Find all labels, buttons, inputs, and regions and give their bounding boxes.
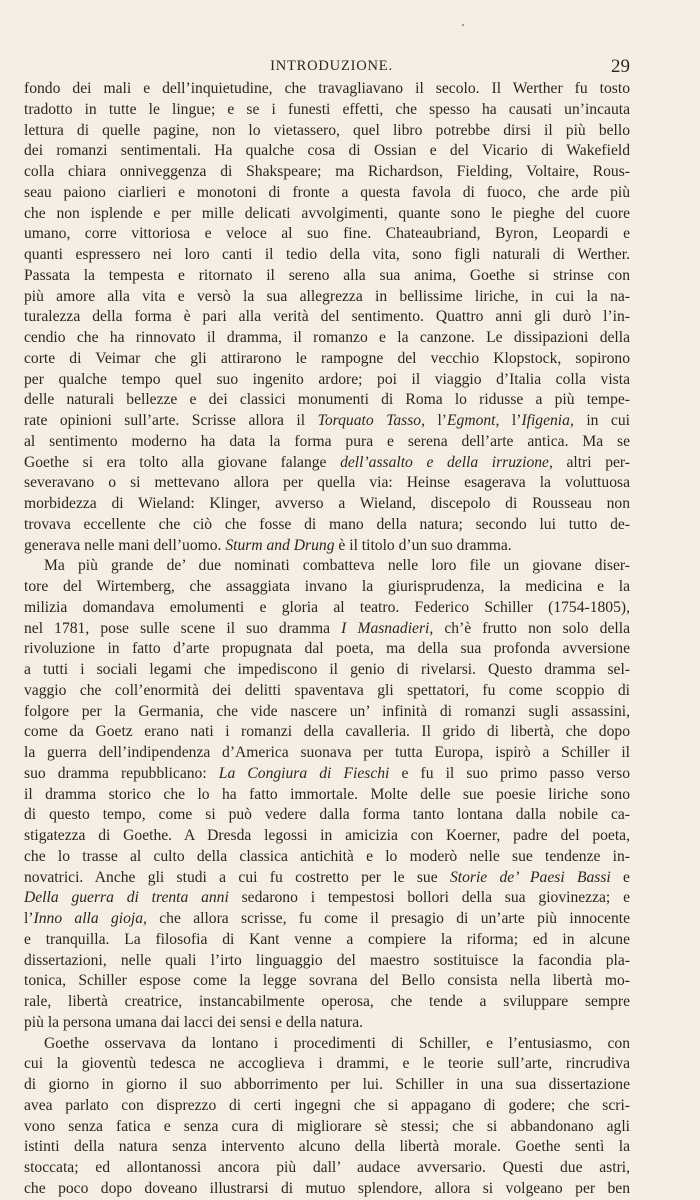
body-text [24, 79, 630, 1200]
text-line [24, 951, 630, 972]
line-text: nel 1781, pose sulle scene il suo dramma [24, 619, 342, 637]
italic-title-text: Torquato Tasso, [317, 412, 425, 429]
text-line [24, 722, 630, 743]
line-text: novatrici. Anche gli studi a cui fu costretto per le sue [24, 868, 450, 886]
line-text: il dramma storico che lo ha fatto immortale. Molte delle sue poesie liriche sono [24, 785, 630, 803]
text-line [24, 307, 630, 328]
text-line [24, 432, 630, 453]
line-text: più la persona umana dai lacci dei sensi e della natura. [24, 1013, 364, 1031]
text-line [24, 411, 630, 432]
line-text: quanti espressero nei loro canti il tedio della vita, sono figli naturali di Werther. [24, 246, 630, 263]
text-line [24, 702, 630, 723]
line-text: dissertazioni, nelle quali l’irto linguaggio del maestro sostituisce la facondia pla- [24, 951, 630, 969]
text-line [24, 79, 630, 100]
text-line [24, 100, 630, 121]
line-text: l’ [24, 910, 34, 927]
text-line [24, 619, 630, 640]
text-line [24, 370, 630, 391]
text-line [24, 660, 630, 681]
line-text: e tranquilla. La filosofia di Kant venne a compiere la riforma; ed in alcune [24, 930, 630, 948]
running-title: INTRODUZIONE. [270, 58, 393, 74]
text-line [24, 1054, 630, 1075]
text-line [24, 805, 630, 826]
line-text: al sentimento moderno ha data la forma pura e serena dell’arte antica. Ma se [24, 432, 630, 450]
text-line [24, 992, 630, 1013]
line-text: tonica, Schiller espose come la legge sovrana del Bello consista nella libertà mo- [24, 972, 630, 990]
line-text: in cui [573, 412, 630, 429]
text-line [24, 162, 630, 183]
line-text: fondo dei mali e dell’inquietudine, che travagliavano il secolo. Il Werther fu tosto [24, 80, 630, 97]
italic-title-text: La Congiura di Fieschi [218, 764, 390, 782]
paper-speck [462, 24, 464, 26]
line-text: Goethe osservava da lontano i procedimenti di Schiller, e l’entusiasmo, con [44, 1034, 630, 1052]
line-text: rale, libertà creatrice, instancabilmente operosa, che tende a sviluppare sempre [24, 993, 630, 1010]
italic-title-text: Egmont, [447, 412, 500, 429]
line-text: delle naturali bellezze e dei classici monumenti di Roma lo ridusse a più tempe- [24, 391, 630, 409]
text-line [24, 473, 630, 494]
text-line [24, 888, 630, 909]
text-line [24, 1096, 630, 1117]
text-line [24, 287, 630, 308]
line-text: l’ [499, 412, 522, 429]
text-line [24, 494, 630, 515]
text-line [24, 681, 630, 702]
line-text: di questo tempo, come si può vedere dalla forma tanto lontana dalla nobile ca- [24, 806, 630, 824]
text-line [24, 868, 630, 889]
text-line [24, 847, 630, 868]
line-text: vaggio che coll’enormità dei delitti spaventava gli spettatori, fu come scoppio di [24, 681, 630, 699]
line-text: lettura di quelle pagine, non lo vietassero, quel libro potrebbe dirsi il più bello [24, 121, 630, 139]
text-line [24, 266, 630, 287]
text-line [24, 1137, 630, 1158]
line-text: stoccata; ed allontanossi ancora più dall’ audace avversario. Questi due astri, [24, 1159, 630, 1176]
italic-title-text: Inno alla gioja, [33, 910, 147, 927]
line-text: l’ [424, 412, 447, 429]
line-text: suo dramma repubblicano: [24, 764, 219, 782]
text-line [24, 328, 630, 349]
text-line [24, 224, 630, 245]
text-line [24, 515, 630, 536]
text-line [24, 743, 630, 764]
text-line [24, 909, 630, 930]
text-line [24, 598, 630, 619]
line-text: rivoluzione in fatto d’arte propugnata dal poeta, ma della sua profonda avversione [24, 640, 630, 658]
text-line [24, 1013, 630, 1034]
line-text: per qualche tempo quel suo ingenito ardore; poi il viaggio d’Italia colla vista [24, 370, 630, 388]
italic-title-text: I Masnadieri, [341, 619, 434, 637]
text-line [24, 1034, 630, 1055]
line-text: stigatezza di Goethe. A Dresda legossi in amicizia con Koerner, padre del poeta, [24, 827, 630, 844]
italic-title-text: Storie de’ Paesi Bassi [449, 868, 611, 886]
line-text: seau paiono ciarlieri e monotoni di fronte a questa favola di fuoco, che arde più [24, 183, 630, 201]
line-text: che lo trasse al culto della classica antichità e lo moderò nelle sue tendenze in- [24, 847, 630, 865]
line-text: colla chiara onniveggenza di Shakspeare; ma Richardson, Fielding, Voltaire, Rous- [24, 163, 630, 180]
line-text: che allora scrisse, fu come il presagio di un’arte più innocente [146, 910, 631, 927]
line-text: a tutti i sociali legami che impediscono il genio di rivelarsi. Questo dramma sel- [24, 661, 630, 678]
line-text: cendio che ha rinnovato il dramma, il romanzo e la canzone. Le dissipazioni della [24, 329, 630, 346]
line-text: severavano o si mettevano allora per quella via: Heinse esagerava la voluttuosa [24, 474, 630, 492]
line-text: Ma più grande de’ due nominati combatteva nelle loro file un giovane diser- [44, 557, 630, 575]
italic-title-text: dell’assalto e della irruzione, [340, 453, 553, 471]
italic-title-text: Sturm and Drung [225, 536, 335, 554]
italic-title-text: Della guerra di trenta anni [24, 889, 229, 907]
text-line [24, 183, 630, 204]
text-line [24, 245, 630, 266]
line-text: come da Goetz erano nati i romanzi della cavalleria. Il grido di libertà, che dopo [24, 723, 630, 741]
line-text: cui la gioventù tedesca ne accoglieva i drammi, e le teorie sull’arte, rincrudiva [24, 1055, 630, 1073]
text-line [24, 785, 630, 806]
running-head [25, 56, 630, 80]
line-text: turalezza della forma è pari alla verità del sentimento. Quattro anni gli durò l’in- [24, 308, 630, 326]
line-text: dei romanzi sentimentali. Ha qualche cosa di Ossian e del Vicario di Wakefield [24, 142, 630, 160]
line-text: morbidezza di Wieland: Klinger, avverso a Wieland, discepolo di Rousseau non [24, 495, 630, 512]
line-text: che poco dopo doveano illustrarsi di mutuo splendore, allora si volgeano per ben [24, 1179, 630, 1197]
line-text: corte di Veimar che gli attirarono le rampogne del vecchio Klopstock, sopirono [24, 349, 630, 367]
text-line [24, 826, 630, 847]
line-text: che non isplende e per mille delicati avvolgimenti, quante sono le pieghe del cuore [24, 204, 630, 222]
line-text: tore del Wirtemberg, che assaggiata invano la giurisprudenza, la medicina e la [24, 578, 630, 595]
line-text: tradotto in tutte le lingue; e se i funesti effetti, che spesso ha causati un’incauta [24, 100, 630, 118]
line-text: di giorno in giorno il suo abborrimento per lui. Schiller in una sua dissertazione [24, 1076, 630, 1093]
line-text: folgore per la Germania, che vide nascere un’ infinità di romanzi sugli assassini, [24, 702, 630, 720]
text-line [24, 1075, 630, 1096]
text-line [24, 141, 630, 162]
line-text: più amore alla vita e versò la sua allegrezza in bellissime liriche, in cui la na- [24, 287, 630, 305]
text-line [24, 121, 630, 142]
line-text: vono senza fatica e senza cura di migliorare sè stessi; che si abbandonano agli [24, 1117, 630, 1135]
text-line [24, 1179, 630, 1200]
italic-title-text: Ifigenia, [521, 412, 574, 429]
line-text: Passata la tempesta e ritornato il sereno alla sua anima, Goethe si strinse con [24, 266, 630, 284]
line-text: generava nelle mani dell’uomo. [24, 536, 226, 554]
text-line [24, 764, 630, 785]
text-line [24, 639, 630, 660]
line-text: ch’è frutto non solo della [433, 619, 630, 637]
line-text: rate opinioni sull’arte. Scrisse allora il [24, 412, 318, 429]
text-line [24, 556, 630, 577]
text-line [24, 577, 630, 598]
text-line [24, 349, 630, 370]
line-text: è il titolo d’un suo dramma. [334, 536, 512, 554]
text-line [24, 536, 630, 557]
text-line [24, 1117, 630, 1138]
line-text: milizia domandava emolumenti e gloria al teatro. Federico Schiller (1754-1805), [24, 598, 630, 616]
text-line [24, 971, 630, 992]
line-text: trovava eccellente che ciò che fosse di mano della natura; secondo lui tutto de- [24, 515, 630, 533]
text-line [24, 204, 630, 225]
line-text: altri per- [552, 453, 630, 471]
line-text: umano, corre vittoriosa e veloce al suo fine. Chateaubriand, Byron, Leopardi e [24, 225, 630, 243]
line-text: istinti della natura senza intervento alcuno della libertà morale. Goethe sentì la [24, 1138, 630, 1156]
text-line [24, 930, 630, 951]
line-text: e [610, 868, 630, 886]
line-text: la guerra dell’indipendenza d’America suonava per tutta Europa, ispirò a Schiller il [24, 744, 630, 761]
page-number: 29 [611, 56, 630, 77]
line-text: e fu il suo primo passo verso [389, 764, 630, 782]
text-line [24, 1158, 630, 1179]
line-text: avea parlato con disprezzo di certi ingegni che si appagano di godere; che scri- [24, 1096, 630, 1114]
text-line [24, 390, 630, 411]
line-text: Goethe si era tolto alla giovane falange [24, 453, 341, 471]
text-line [24, 453, 630, 474]
line-text: sedarono i tempestosi bollori della sua giovinezza; e [228, 889, 630, 907]
